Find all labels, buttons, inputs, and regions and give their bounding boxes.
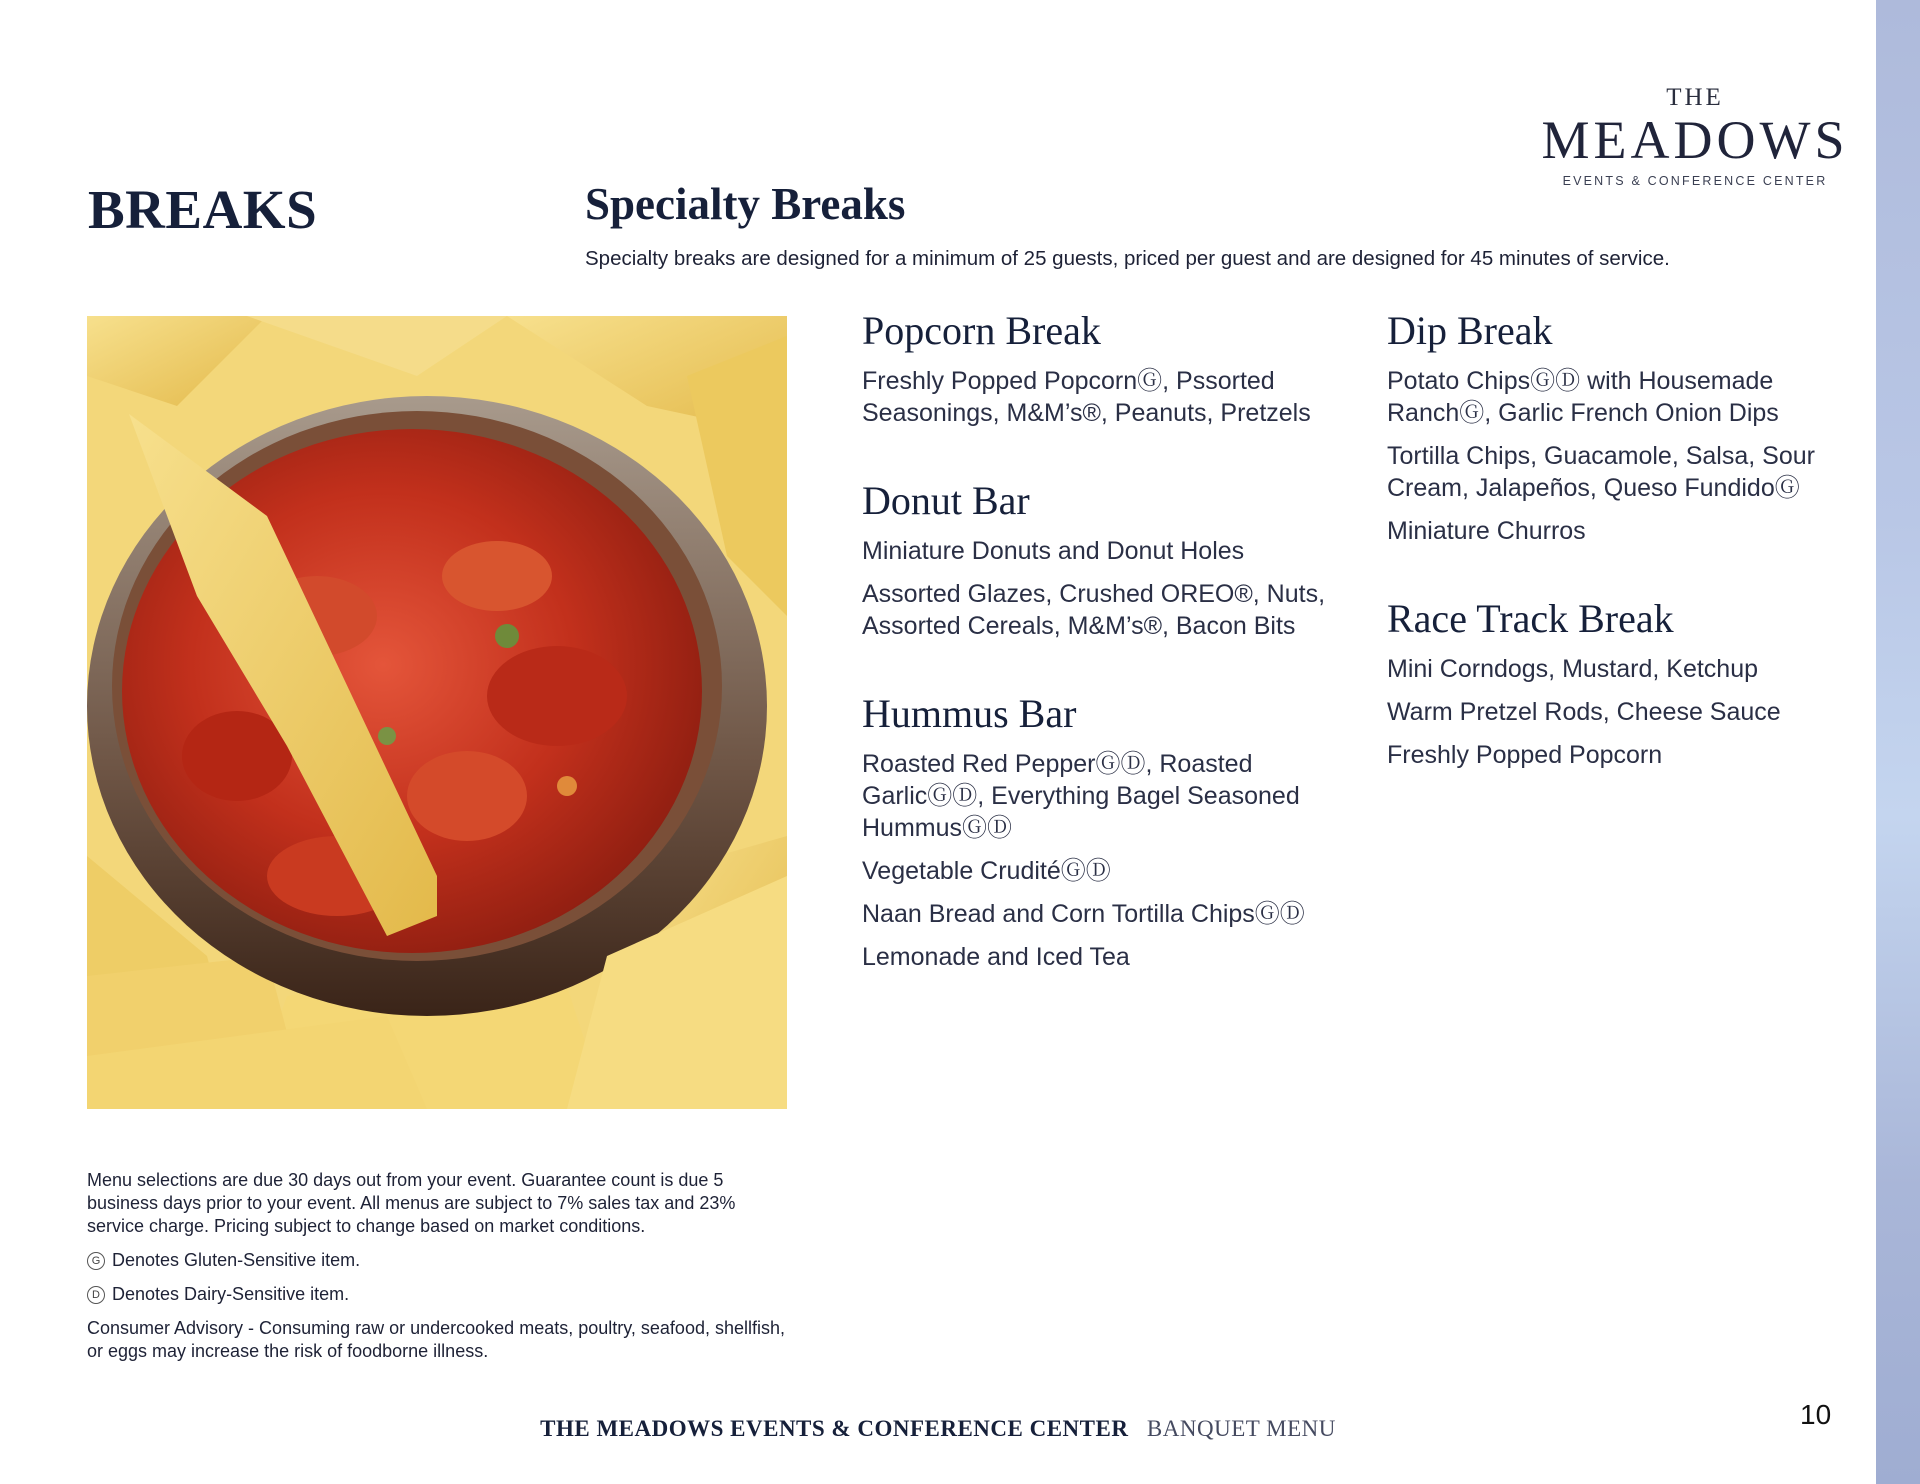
salsa-chips-photo: [87, 316, 787, 1109]
menu-section-popcorn-break: [862, 307, 1332, 429]
menu-item: Warm Pretzel Rods, Cheese Sauce: [1387, 698, 1781, 726]
meadows-logo: [1540, 84, 1850, 188]
section-title: Specialty Breaks: [585, 179, 906, 229]
page-footer: [0, 1416, 1876, 1442]
menu-section-dip-break: [1387, 307, 1857, 547]
dairy-sensitive-icon: D: [87, 1286, 105, 1304]
page-title: BREAKS: [88, 179, 318, 240]
gluten-note-text: Denotes Gluten-Sensitive item.: [112, 1250, 361, 1270]
section-heading: Donut Bar: [862, 478, 1030, 523]
menu-item: Miniature Churros: [1387, 517, 1586, 545]
menu-item: Mini Corndogs, Mustard, Ketchup: [1387, 655, 1759, 683]
logo-tagline: EVENTS & CONFERENCE CENTER: [1562, 174, 1828, 188]
logo-the: THE: [1666, 84, 1724, 111]
menu-item: Vegetable CruditéⒼⒹ: [862, 857, 1111, 885]
menu-section-donut-bar: [862, 477, 1332, 642]
menu-item: Lemonade and Iced Tea: [862, 943, 1130, 971]
section-subtitle: Specialty breaks are designed for a minimum of 25 guests, priced per guest and are designed for 45 minutes of service.: [585, 247, 1670, 270]
menu-item: Freshly Popped Popcorn: [1387, 741, 1663, 769]
menu-item: Roasted Red PepperⒼⒹ, Roasted GarlicⒼⒹ, Everything Bagel Seasoned HummusⒼⒹ: [862, 750, 1300, 842]
page-number: 10: [1800, 1399, 1832, 1430]
menu-item: Freshly Popped PopcornⒼ, Pssorted Seasonings, M&M’s®, Peanuts, Pretzels: [862, 367, 1311, 427]
menu-notes: [87, 1169, 787, 1374]
menu-section-race-track-break: [1387, 595, 1857, 771]
menu-item: Potato ChipsⒼⒹ with Housemade RanchⒼ, Garlic French Onion Dips: [1387, 367, 1779, 427]
menu-item: Miniature Donuts and Donut Holes: [862, 537, 1245, 565]
dairy-note: [87, 1283, 787, 1306]
section-heading: Hummus Bar: [862, 691, 1077, 736]
gluten-note: [87, 1249, 787, 1272]
menu-column-right: [1387, 307, 1857, 819]
section-heading: Race Track Break: [1387, 596, 1674, 641]
section-heading: Popcorn Break: [862, 308, 1101, 353]
menu-item: Naan Bread and Corn Tortilla ChipsⒼⒹ: [862, 900, 1305, 928]
footer-org: THE MEADOWS EVENTS & CONFERENCE CENTER: [540, 1416, 1129, 1441]
section-heading: Dip Break: [1387, 308, 1553, 353]
gluten-sensitive-icon: G: [87, 1252, 105, 1270]
menu-column-left: [862, 307, 1332, 1021]
logo-name: MEADOWS: [1541, 110, 1849, 170]
policy-note: Menu selections are due 30 days out from your event. Guarantee count is due 5 business days prior to your event. All menus are subject to 7% sales tax and 23% service charge. Pricing subject to change based on market conditions.: [87, 1170, 736, 1236]
consumer-advisory: Consumer Advisory - Consuming raw or undercooked meats, poultry, seafood, shellfish, or eggs may increase the risk of foodborne illness.: [87, 1318, 785, 1361]
menu-item: Tortilla Chips, Guacamole, Salsa, Sour Cream, Jalapeños, Queso FundidoⒼ: [1387, 442, 1815, 502]
dairy-note-text: Denotes Dairy-Sensitive item.: [112, 1284, 350, 1304]
decorative-side-band: [1876, 0, 1920, 1484]
menu-item: Assorted Glazes, Crushed OREO®, Nuts, Assorted Cereals, M&M’s®, Bacon Bits: [862, 580, 1326, 640]
menu-section-hummus-bar: [862, 690, 1332, 973]
footer-doc-title: BANQUET MENU: [1146, 1416, 1336, 1441]
